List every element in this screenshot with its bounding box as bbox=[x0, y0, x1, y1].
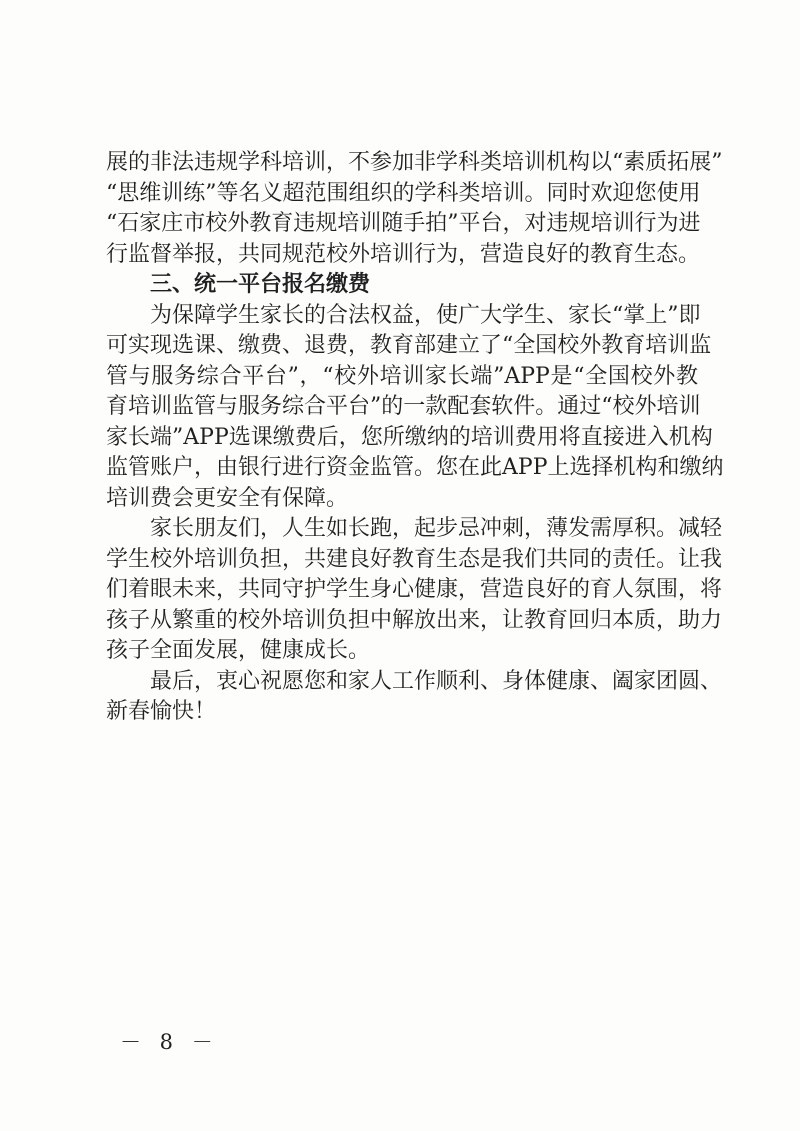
paragraph-line: 行监督举报，共同规范校外培训行为，营造良好的教育生态。 bbox=[106, 241, 701, 267]
paragraph-line: 展的非法违规学科培训，不参加非学科类培训机构以“素质拓展” bbox=[106, 150, 723, 175]
paragraph-line: 们着眼未来，共同守护学生身心健康，营造良好的育人氛围，将 bbox=[106, 577, 723, 602]
page-number: － 8 － bbox=[120, 1030, 219, 1054]
paragraph-line: 家长朋友们，人生如长跑，起步忌冲刺，薄发需厚积。减轻 bbox=[150, 516, 723, 541]
paragraph-line: “石家庄市校外教育违规培训随手拍”平台，对违规培训行为进 bbox=[106, 211, 701, 236]
paragraph-line: 可实现选课、缴费、退费，教育部建立了“全国校外教育培训监 bbox=[106, 333, 712, 358]
paragraph-line: 培训费会更安全有保障。 bbox=[106, 485, 349, 511]
section-heading: 三、统一平台报名缴费 bbox=[150, 272, 371, 297]
paragraph-line: 学生校外培训负担，共建良好教育生态是我们共同的责任。让我 bbox=[106, 546, 723, 572]
paragraph-line: “思维训练”等名义超范围组织的学科类培训。同时欢迎您使用 bbox=[106, 180, 701, 206]
paragraph-line: 新春愉快！ bbox=[106, 699, 217, 724]
paragraph-line: 孩子从繁重的校外培训负担中解放出来，让教育回归本质，助力 bbox=[106, 607, 723, 633]
paragraph-line: 监管账户，由银行进行资金监管。您在此APP上选择机构和缴纳 bbox=[106, 455, 724, 480]
paragraph-line: 为保障学生家长的合法权益，使广大学生、家长“掌上”即 bbox=[150, 302, 701, 328]
paragraph-line: 育培训监管与服务综合平台”的一款配套软件。通过“校外培训 bbox=[106, 394, 701, 419]
paragraph-line: 家长端”APP选课缴费后，您所缴纳的培训费用将直接进入机构 bbox=[106, 424, 713, 450]
document-body bbox=[106, 148, 724, 728]
paragraph-line: 最后，衷心祝愿您和家人工作顺利、身体健康、阖家团圆、 bbox=[150, 668, 723, 694]
paragraph-line: 孩子全面发展，健康成长。 bbox=[106, 638, 371, 663]
paragraph-line: 管与服务综合平台”，“校外培训家长端”APP是“全国校外教 bbox=[106, 363, 698, 389]
